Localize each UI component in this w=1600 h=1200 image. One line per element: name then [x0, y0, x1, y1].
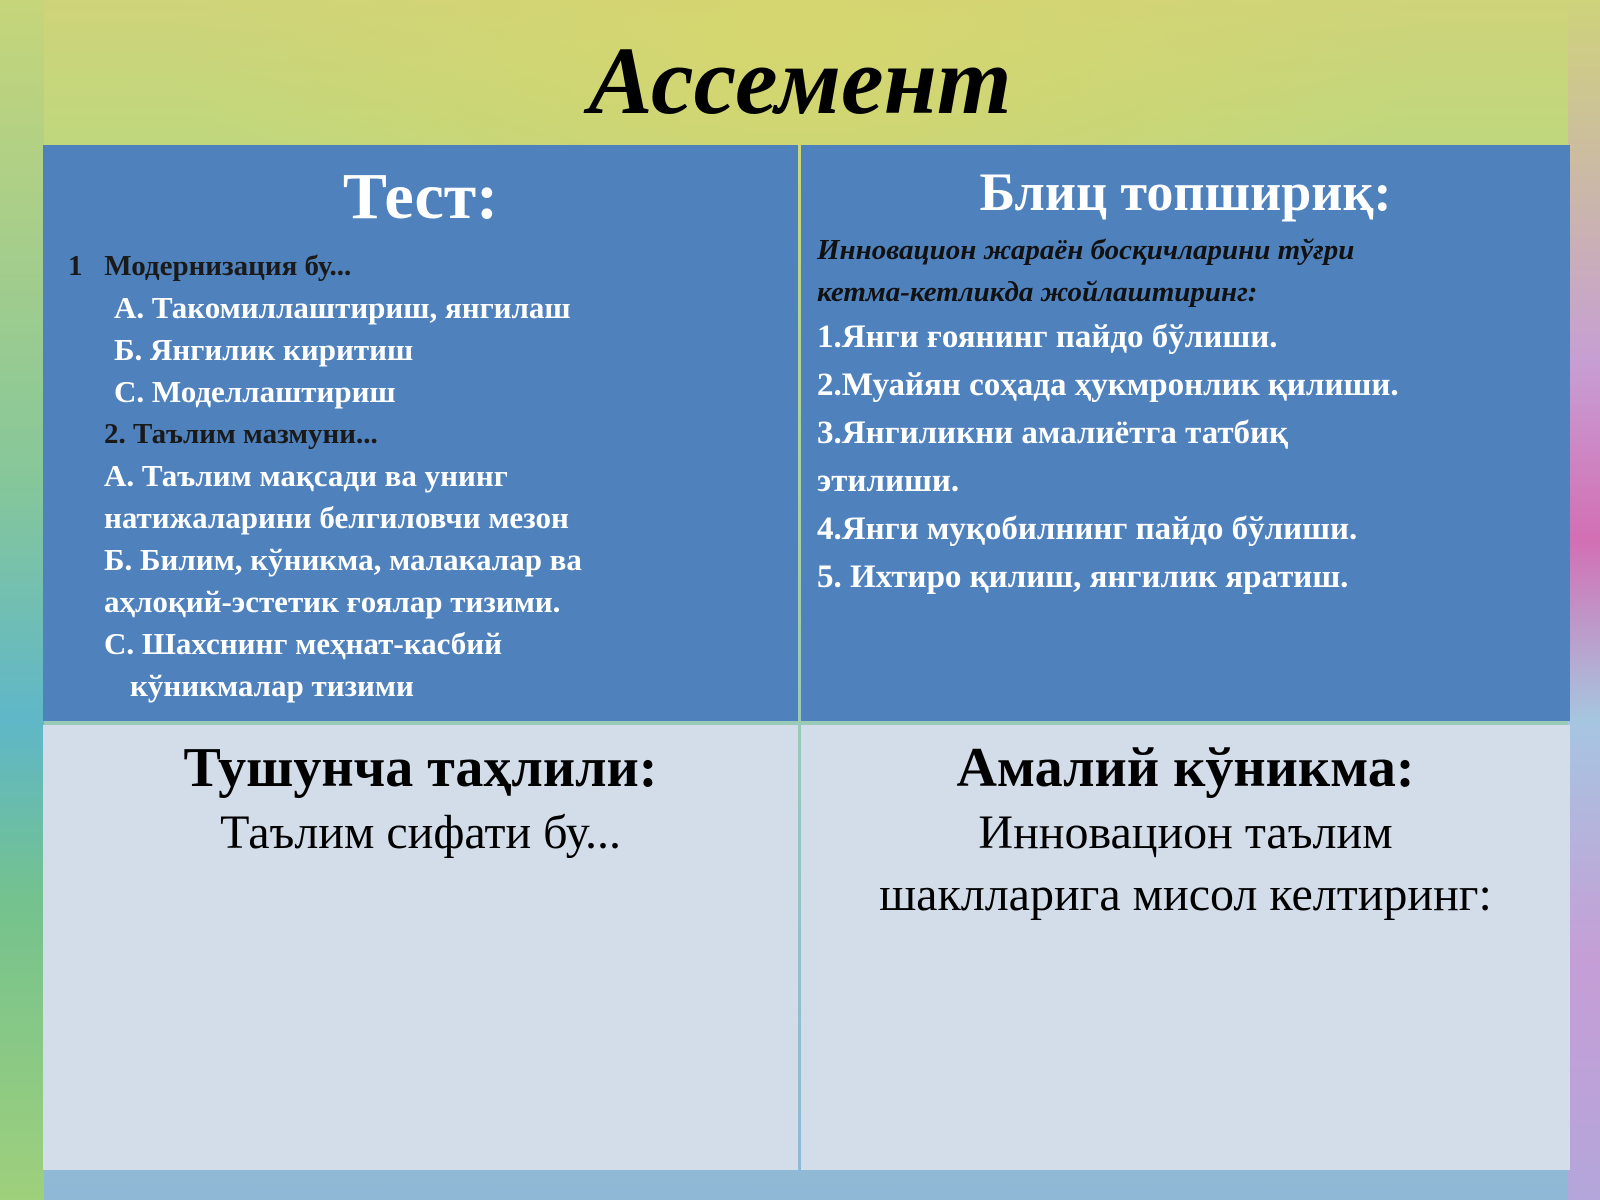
test-q1-option-a: А. Такомиллаштириш, янгилаш	[114, 290, 571, 325]
test-q2-option-c-line2: кўникмалар тизими	[130, 668, 414, 703]
test-q2-option-a-line1: А. Таълим мақсади ва унинг	[104, 458, 508, 493]
background-right-edge	[1568, 0, 1600, 1200]
blitz-heading: Блиц топшириқ:	[979, 162, 1392, 222]
assessment-grid	[43, 145, 1570, 1170]
test-q2-option-b-line1: Б. Билим, кўникма, малакалар ва	[104, 542, 582, 577]
test-q1-option-b: Б. Янгилик киритиш	[114, 332, 414, 367]
practice-text-line2: шаклларига мисол келтиринг:	[879, 868, 1492, 922]
slide-title: Ассемент	[588, 27, 1012, 134]
test-q1-option-c: С. Моделлаштириш	[114, 374, 396, 409]
practice-text-line1: Инновацион таълим	[978, 806, 1393, 860]
test-questions	[68, 245, 788, 707]
blitz-task-cell	[801, 145, 1570, 721]
blitz-step-3-line2: этилиши.	[817, 463, 960, 499]
test-heading: Тест:	[342, 160, 499, 233]
test-question-1: 1 Модернизация бу...	[68, 250, 352, 282]
test-q2-option-c-line1: С. Шахснинг меҳнат-касбий	[104, 626, 502, 661]
blitz-content	[817, 229, 1557, 601]
test-cell	[43, 145, 798, 721]
blitz-step-1: 1.Янги ғоянинг пайдо бўлиши.	[817, 319, 1278, 355]
concept-text: Таълим сифати бу...	[220, 806, 621, 860]
blitz-step-2: 2.Муайян соҳада ҳукмронлик қилиши.	[817, 367, 1399, 403]
practice-heading: Амалий кўникма:	[956, 737, 1415, 799]
blitz-step-4: 4.Янги муқобилнинг пайдо бўлиши.	[817, 511, 1358, 547]
blitz-step-5: 5. Ихтиро қилиш, янгилик яратиш.	[817, 559, 1349, 595]
test-q2-option-a-line2: натижаларини белгиловчи мезон	[104, 500, 569, 535]
concept-heading: Тушунча таҳлили:	[183, 737, 658, 799]
practical-skill-cell	[801, 725, 1570, 1170]
blitz-instruction-line1: Инновацион жараён босқичларини тўғри	[817, 234, 1355, 266]
blitz-instruction-line2: кетма-кетликда жойлаштиринг:	[817, 276, 1258, 308]
concept-analysis-cell	[43, 725, 798, 1170]
test-question-2: 2. Таълим мазмуни...	[104, 418, 378, 450]
blitz-step-3-line1: 3.Янгиликни амалиётга татбиқ	[817, 415, 1289, 451]
background-left-edge	[0, 0, 44, 1200]
test-q2-option-b-line2: аҳлоқий-эстетик ғоялар тизими.	[104, 584, 561, 619]
